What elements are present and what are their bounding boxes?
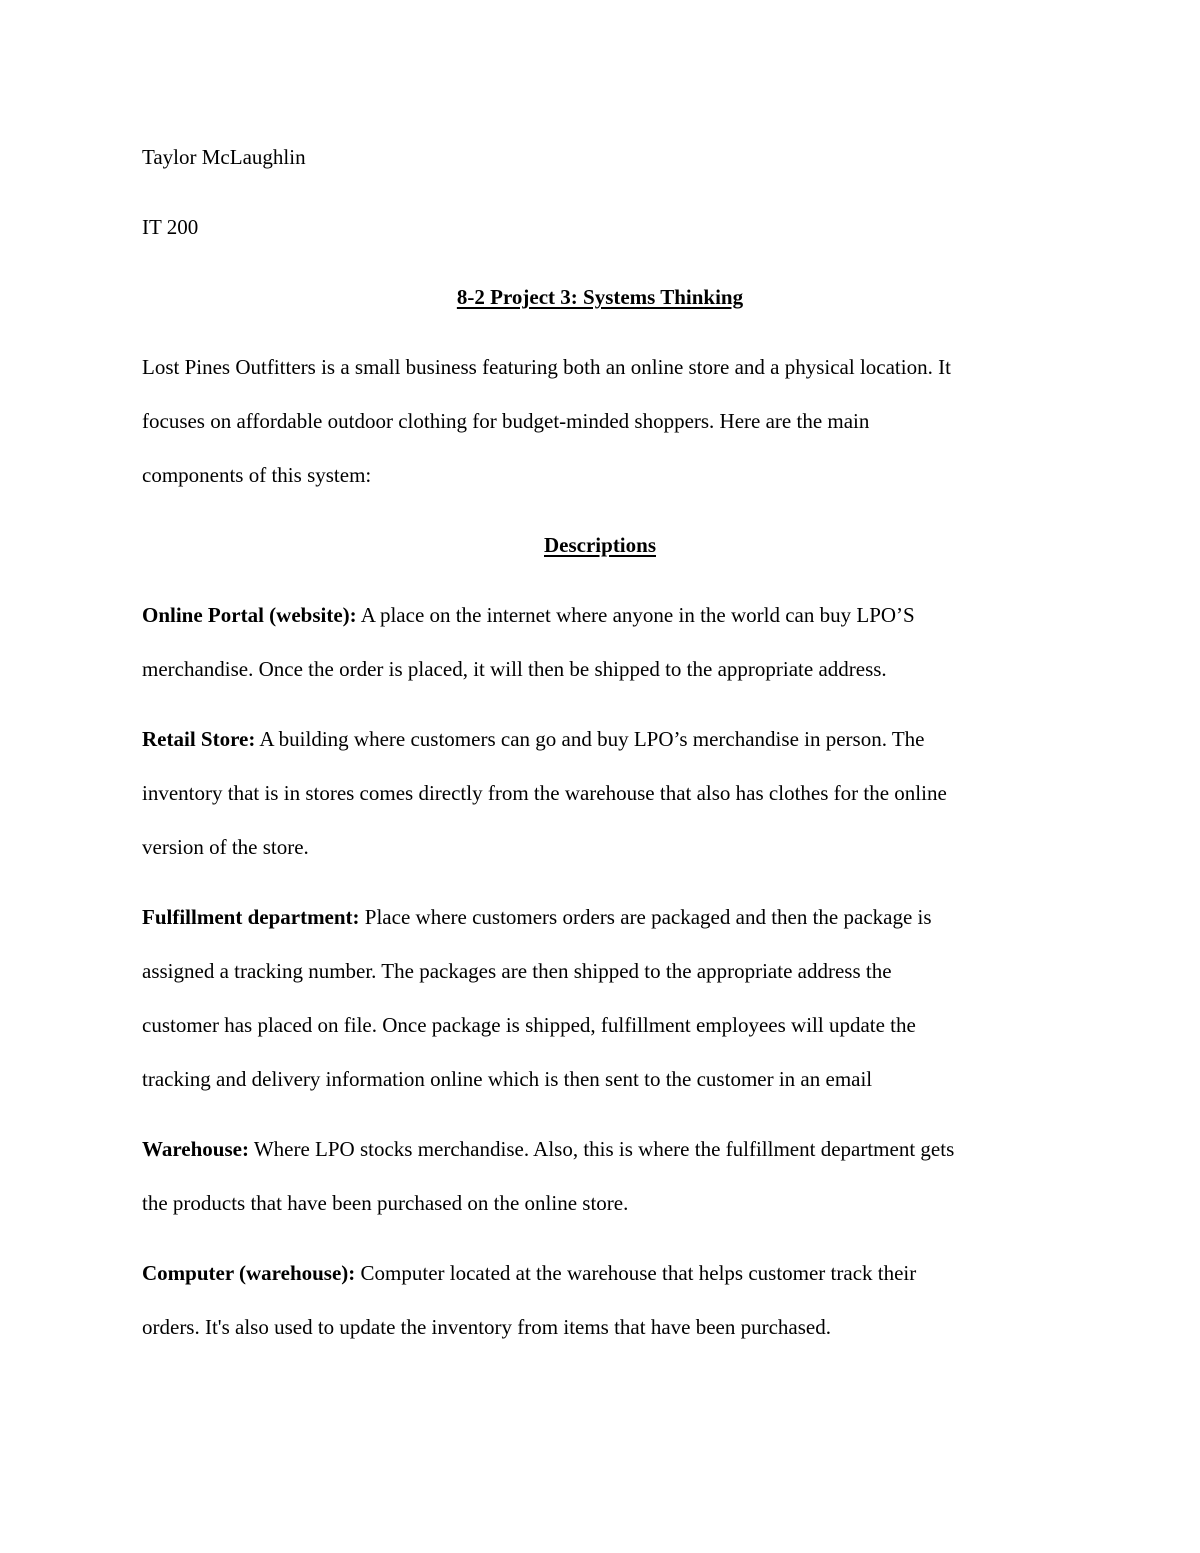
description-text: Where LPO stocks merchandise. Also, this is where the fulfillment department gets (248, 1137, 955, 1161)
document-title-text: 8-2 Project 3: Systems Thinking (456, 285, 744, 309)
description-item-online-portal (142, 588, 1058, 696)
document-title (142, 270, 1058, 324)
section-heading-text: Descriptions (544, 533, 656, 557)
intro-line: components of this system: (142, 463, 372, 487)
description-text: orders. It's also used to update the inventory from items that have been purchased. (142, 1315, 832, 1339)
description-text: A place on the internet where anyone in the world can buy LPO’S (356, 603, 915, 627)
description-term: Computer (warehouse): (142, 1261, 356, 1285)
description-text: Computer located at the warehouse that helps customer track their (355, 1261, 917, 1285)
description-text: the products that have been purchased on the online store. (142, 1191, 629, 1215)
intro-paragraph (142, 340, 1058, 502)
section-heading (142, 518, 1058, 572)
author-name: Taylor McLaughlin (142, 145, 306, 169)
description-item-fulfillment-department (142, 890, 1058, 1106)
description-item-computer-warehouse (142, 1246, 1058, 1354)
description-text: merchandise. Once the order is placed, it will then be shipped to the appropriate address. (142, 657, 887, 681)
description-text: Place where customers orders are packaged and then the package is (359, 905, 932, 929)
document-body (142, 130, 1058, 1354)
intro-line: focuses on affordable outdoor clothing for budget-minded shoppers. Here are the main (142, 409, 870, 433)
description-text: A building where customers can go and buy LPO’s merchandise in person. The (255, 727, 925, 751)
description-text: version of the store. (142, 835, 309, 859)
description-text: assigned a tracking number. The packages are then shipped to the appropriate address the (142, 959, 892, 983)
description-term: Fulfillment department: (142, 905, 360, 929)
description-term: Warehouse: (142, 1137, 249, 1161)
course-code: IT 200 (142, 215, 199, 239)
description-term: Online Portal (website): (142, 603, 357, 627)
description-item-warehouse (142, 1122, 1058, 1230)
description-term: Retail Store: (142, 727, 256, 751)
description-text: inventory that is in stores comes directly from the warehouse that also has clothes for the online (142, 781, 947, 805)
description-text: customer has placed on file. Once package is shipped, fulfillment employees will update the (142, 1013, 916, 1037)
intro-line: Lost Pines Outfitters is a small business featuring both an online store and a physical location. It (142, 355, 951, 379)
description-item-retail-store (142, 712, 1058, 874)
description-text: tracking and delivery information online which is then sent to the customer in an email (142, 1067, 873, 1091)
